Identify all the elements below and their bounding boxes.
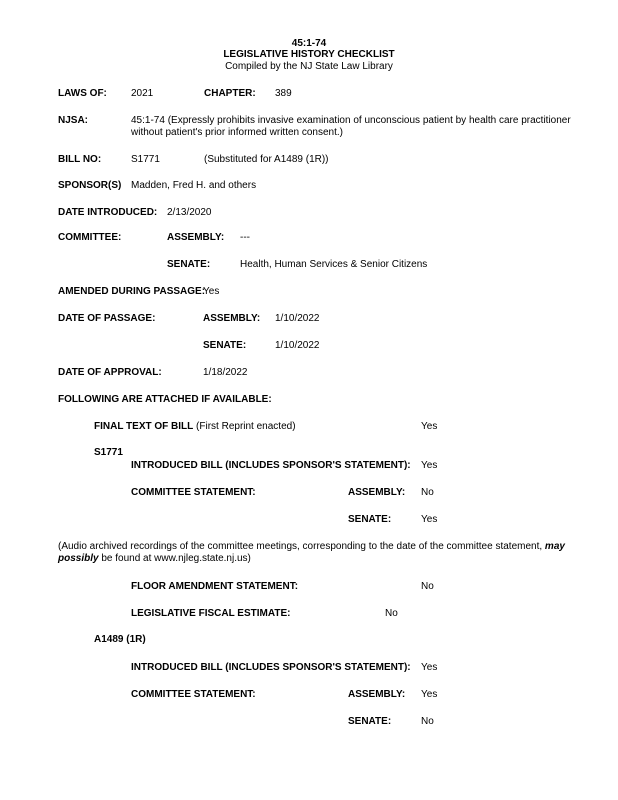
audio-note-part-2: be found at www.njleg.state.nj.us) — [98, 553, 251, 564]
compiled-by: Compiled by the NJ State Law Library — [225, 61, 393, 72]
floor-amendment-label: FLOOR AMENDMENT STATEMENT: — [131, 581, 299, 592]
a1489-introduced-value: Yes — [421, 662, 438, 673]
date-introduced-label: DATE INTRODUCED: — [58, 207, 158, 218]
a1489-senate-label: SENATE: — [348, 716, 392, 727]
a1489-senate-value: No — [421, 716, 434, 727]
final-text-row — [94, 421, 296, 433]
s1771-assembly-label: ASSEMBLY: — [348, 487, 406, 498]
laws-of-value: 2021 — [131, 88, 154, 99]
final-text-label: FINAL TEXT OF BILL — [94, 421, 194, 432]
amended-value: Yes — [203, 286, 220, 297]
chapter-label: CHAPTER: — [204, 88, 256, 99]
audio-note-possibly: possibly — [58, 553, 99, 564]
njsa-line-1: 45:1-74 (Expressly prohibits invasive examination of unconscious patient by health care practitioner — [131, 115, 571, 126]
committee-assembly-value: --- — [240, 232, 250, 243]
passage-senate-value: 1/10/2022 — [275, 340, 320, 351]
a1489-introduced-label: INTRODUCED BILL (INCLUDES SPONSOR'S STATEMENT): — [131, 662, 411, 673]
document-code: 45:1-74 — [291, 38, 327, 49]
committee-senate-label: SENATE: — [167, 259, 211, 270]
a1489-committee-label: COMMITTEE STATEMENT: — [131, 689, 256, 700]
passage-assembly-value: 1/10/2022 — [275, 313, 320, 324]
sponsors-label: SPONSOR(S) — [58, 180, 122, 191]
bill-no-value: S1771 — [131, 154, 160, 165]
committee-senate-value: Health, Human Services & Senior Citizens — [240, 259, 428, 270]
njsa-line-2: without patient's prior informed written consent.) — [131, 127, 344, 138]
committee-label: COMMITTEE: — [58, 232, 122, 243]
attached-header: FOLLOWING ARE ATTACHED IF AVAILABLE: — [58, 394, 272, 405]
audio-note-part-1: (Audio archived recordings of the committee meetings, corresponding to the date of the committee statement, — [58, 541, 545, 552]
fiscal-estimate-label: LEGISLATIVE FISCAL ESTIMATE: — [131, 608, 291, 619]
bill-no-note: (Substituted for A1489 (1R)) — [204, 154, 329, 165]
s1771-committee-label: COMMITTEE STATEMENT: — [131, 487, 256, 498]
audio-note — [58, 541, 588, 565]
s1771-introduced-value: Yes — [421, 460, 438, 471]
final-text-note: (First Reprint enacted) — [196, 421, 296, 432]
floor-amendment-value: No — [421, 581, 434, 592]
audio-note-may: may — [544, 541, 565, 552]
bill-no-label: BILL NO: — [58, 154, 102, 165]
sponsors-value: Madden, Fred H. and others — [131, 180, 257, 191]
s1771-senate-value: Yes — [421, 514, 438, 525]
date-of-approval-value: 1/18/2022 — [203, 367, 248, 378]
document-title: LEGISLATIVE HISTORY CHECKLIST — [223, 49, 395, 60]
date-of-approval-label: DATE OF APPROVAL: — [58, 367, 162, 378]
chapter-value: 389 — [275, 88, 292, 99]
njsa-label: NJSA: — [58, 115, 89, 126]
committee-assembly-label: ASSEMBLY: — [167, 232, 225, 243]
s1771-title: S1771 — [94, 447, 123, 458]
a1489-assembly-value: Yes — [421, 689, 438, 700]
laws-of-label: LAWS OF: — [58, 88, 107, 99]
s1771-senate-label: SENATE: — [348, 514, 392, 525]
final-text-value: Yes — [421, 421, 438, 432]
a1489-assembly-label: ASSEMBLY: — [348, 689, 406, 700]
passage-senate-label: SENATE: — [203, 340, 247, 351]
amended-label: AMENDED DURING PASSAGE: — [58, 286, 206, 297]
s1771-assembly-value: No — [421, 487, 434, 498]
passage-assembly-label: ASSEMBLY: — [203, 313, 261, 324]
fiscal-estimate-value: No — [385, 608, 398, 619]
a1489-title: A1489 (1R) — [94, 634, 146, 645]
date-of-passage-label: DATE OF PASSAGE: — [58, 313, 156, 324]
date-introduced-value: 2/13/2020 — [167, 207, 212, 218]
s1771-introduced-label: INTRODUCED BILL (INCLUDES SPONSOR'S STATEMENT): — [131, 460, 411, 471]
